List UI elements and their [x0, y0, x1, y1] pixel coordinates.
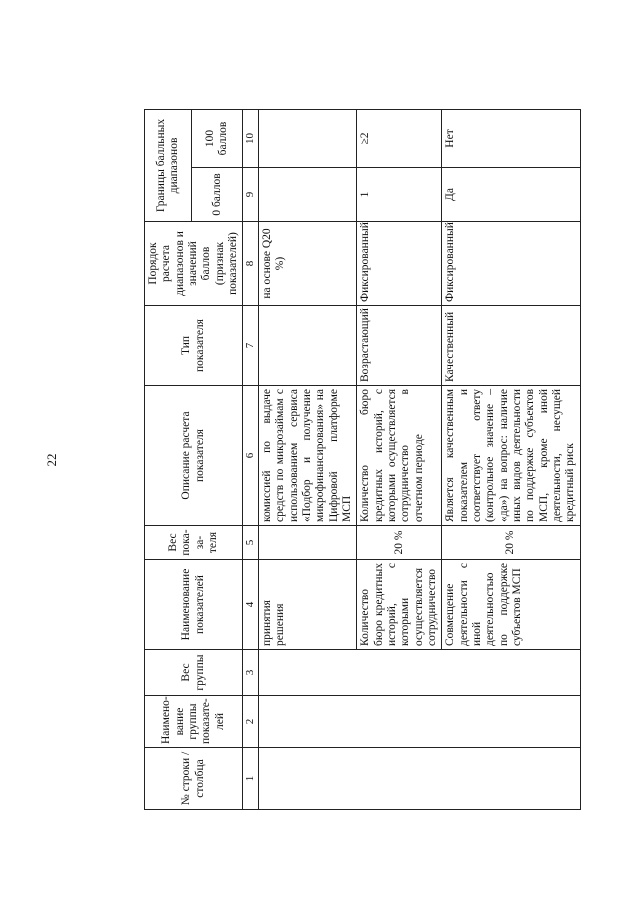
description-cell: Количество бюро кредитных историй, с которыми осуществляется сотрудничество в отчетном периоде — [357, 386, 442, 526]
indicator-type-cell: Возрастающий — [357, 306, 442, 386]
header-group-name: Наимено-вание группы показате-лей — [145, 696, 243, 748]
column-number-row — [243, 110, 259, 810]
column-number: 9 — [243, 168, 259, 222]
indicator-weight-cell: 20 % — [357, 526, 442, 560]
header-row-num: № строки / столбца — [145, 748, 243, 810]
column-number: 6 — [243, 386, 259, 526]
indicator-name-cell: Количество бюро кредитных историй, с которыми осуществляется сотрудничество — [357, 560, 442, 650]
description-cell: Является качественным показателем и соответствует ответу (контрольное значение – «да») на вопрос: наличие иных видов деятельности по поддержке субъектов МСП, кроме иной деятельности, несущей кредитный риск — [442, 386, 580, 526]
header-zero-points: 0 баллов — [192, 168, 243, 222]
indicators-table — [144, 109, 581, 810]
header-hundred-points: 100 баллов — [192, 110, 243, 168]
hundred-points-cell: ≥2 — [357, 110, 442, 168]
column-number: 3 — [243, 650, 259, 696]
row-num-cell — [259, 748, 581, 810]
calc-order-cell: Фиксированный — [442, 222, 580, 306]
group-name-cell — [259, 696, 581, 748]
column-number: 10 — [243, 110, 259, 168]
column-number: 2 — [243, 696, 259, 748]
header-group-weight: Вес группы — [145, 650, 243, 696]
calc-order-cell: на основе Q20 %) — [259, 222, 357, 306]
rotated-table-wrapper — [144, 110, 577, 810]
calc-order-cell: Фиксированный — [357, 222, 442, 306]
column-number: 4 — [243, 560, 259, 650]
zero-points-cell — [259, 168, 357, 222]
zero-points-cell: Да — [442, 168, 580, 222]
column-number: 7 — [243, 306, 259, 386]
column-number: 1 — [243, 748, 259, 810]
column-number: 5 — [243, 526, 259, 560]
hundred-points-cell — [259, 110, 357, 168]
header-indicator-weight: Вес пока-за-теля — [145, 526, 243, 560]
indicator-weight-cell — [259, 526, 357, 560]
indicator-name-cell: Совмещение деятельности с иной деятельностью по поддержке субъектов МСП — [442, 560, 580, 650]
header-indicator-name: Наименование показателей — [145, 560, 243, 650]
header-calc-order: Порядок расчета диапазонов и значений баллов (признак показателей) — [145, 222, 243, 306]
header-indicator-type: Тип показателя — [145, 306, 243, 386]
page-number: 22 — [44, 453, 59, 467]
table-row — [259, 110, 357, 810]
indicator-weight-cell: 20 % — [442, 526, 580, 560]
zero-points-cell: 1 — [357, 168, 442, 222]
group-weight-cell — [259, 650, 581, 696]
header-row-1 — [145, 110, 192, 810]
header-description: Описание расчета показателя — [145, 386, 243, 526]
header-score-ranges: Границы балльных диапазонов — [145, 110, 192, 222]
hundred-points-cell: Нет — [442, 110, 580, 168]
indicator-name-cell: принятия решения — [259, 560, 357, 650]
column-number: 8 — [243, 222, 259, 306]
indicator-type-cell: Качественный — [442, 306, 580, 386]
description-cell: комиссией по выдаче средств по микрозаймам с использованием сервиса «Подбор и получение микрофинансирования» на Цифровой платформе МСП — [259, 386, 357, 526]
indicator-type-cell — [259, 306, 357, 386]
